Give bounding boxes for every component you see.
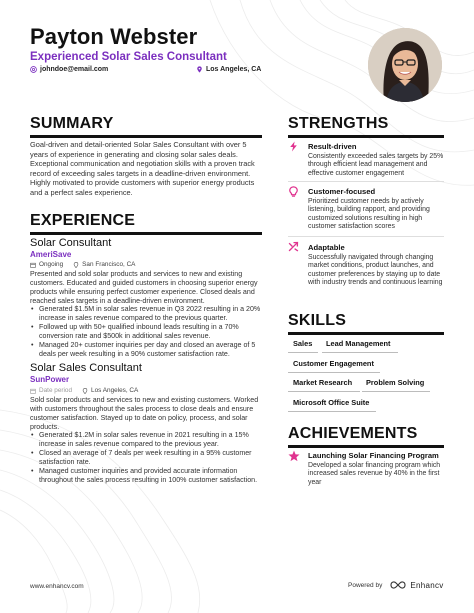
lightbulb-icon [288,186,299,197]
footer-branding[interactable] [348,580,444,590]
skill-tag: Problem Solving [366,378,425,387]
strengths-divider [288,135,444,138]
strength-desc-2: Prioritized customer needs by actively listening, building rapport, and providing customized solutions resulting in high customer satisfaction scores [308,198,430,231]
powered-by-text: Powered by [348,581,383,589]
location-text: Los Angeles, CA [206,66,262,73]
skill-underline [288,372,380,373]
achievement-title-1: Launching Solar Financing Program [308,451,439,460]
job-location-2: Los Angeles, CA [82,387,138,394]
company-name-1: AmeriSave [30,250,72,259]
job-location-1: San Francisco, CA [73,261,135,268]
calendar-icon [30,262,36,268]
portrait-image [368,28,442,102]
list-item: • Generated $1.5M in solar sales revenue in Q3 2022 resulting in a 20% increase in sales revenue compared to the previous quarter. [30,305,262,323]
strength-title-3: Adaptable [308,243,345,252]
candidate-name: Payton Webster [30,24,198,49]
list-item: • Managed customer inquiries and provided accurate information throughout the sales process resulting in 100% customer satisfaction. [30,467,262,485]
skills-divider [288,332,444,335]
list-item: • Followed up with 50+ qualified inbound leads resulting in a 70% conversion rate and $500k in additional sales revenue. [30,323,262,341]
footer-website[interactable]: www.enhancv.com [30,583,84,590]
location-pin-icon [196,66,203,73]
job-date-1: Ongoing [30,261,63,268]
list-item: • Closed an average of 7 deals per week resulting in a 95% customer satisfaction rate. [30,449,262,467]
skill-underline [322,352,398,353]
skill-underline [362,391,430,392]
strength-desc-1: Consistently exceeded sales targets by 25% through efficient lead management and effective customer engagement [308,153,444,177]
skill-underline [288,352,318,353]
strength-title-2: Customer-focused [308,187,376,196]
summary-divider [30,135,262,138]
enhancv-logo-icon [390,580,406,590]
achievements-heading: ACHIEVEMENTS [288,425,418,442]
skill-underline [288,391,360,392]
list-item: • Generated $1.2M in solar sales revenue in 2021 resulting in a 15% increase in sales revenue compared to the previous year. [30,431,262,449]
calendar-icon [30,388,36,394]
strength-desc-3: Successfully navigated through changing market conditions, product launches, and customer preferences by staying up to date with industry trends and continuous learning [308,254,443,287]
job-bullets-1 [30,305,262,359]
skill-tag: Customer Engagement [293,359,374,368]
job-date-2: Date period [30,387,72,394]
skill-tag: Microsoft Office Suite [293,398,370,407]
lightning-icon [288,141,299,152]
job-bullets-2 [30,431,262,485]
strength-title-1: Result-driven [308,142,357,151]
location-pin-icon [73,262,79,268]
skills-heading: SKILLS [288,312,347,329]
achievements-divider [288,445,444,448]
skill-tag: Market Research [293,378,353,387]
job-description-2: Sold solar products and services to new and existing customers. Worked with customers throughout the sales process to close deals and ensure customer satisfaction. Stayed up to date on policy, process, and solar products. [30,396,259,431]
achievement-desc-1: Developed a solar financing program which increased sales revenue by 40% in the first year [308,462,441,486]
summary-heading: SUMMARY [30,115,114,132]
job-title-1: Solar Consultant [30,237,112,249]
strengths-heading: STRENGTHS [288,115,389,132]
skill-tag: Sales [293,339,313,348]
arrows-icon [288,241,299,252]
email-text: johndoe@email.com [40,66,109,73]
profile-photo [368,28,442,102]
contact-email[interactable] [30,66,108,73]
job-meta-2 [30,387,148,394]
strength-separator [288,236,444,237]
company-name-2: SunPower [30,375,70,384]
contact-location [196,66,261,73]
candidate-title: Experienced Solar Sales Consultant [30,51,227,63]
experience-divider [30,232,262,235]
enhancv-brand-text: Enhancv [410,580,444,590]
job-title-2: Solar Sales Consultant [30,362,142,374]
strength-separator [288,181,444,182]
location-pin-icon [82,388,88,394]
list-item: • Managed 20+ customer inquiries per day and closed an average of 5 deals per week resulting in a 90% customer satisfaction rate. [30,341,262,359]
at-icon [30,66,37,73]
skill-underline [288,411,376,412]
experience-heading: EXPERIENCE [30,212,136,229]
star-icon [288,450,300,462]
job-meta-1 [30,261,145,268]
skill-tag: Lead Management [326,339,391,348]
job-description-1: Presented and sold solar products and services to new and existing customers. Educated and guided customers in choosing superior energy products while ensuring perfect customer experience. Closed deals and reached sales targets in a deadline-driven environment. [30,270,258,305]
summary-text: Goal-driven and detail-oriented Solar Sales Consultant with over 5 years of experience in generating and closing solar sales deals. Exceptional communication and negotiation skills with a proven track record of exceeding sales targets in a deadline-driven environment. Highly motivated to provide customers with superior energy products and a perfect sales experience. [30,140,255,197]
